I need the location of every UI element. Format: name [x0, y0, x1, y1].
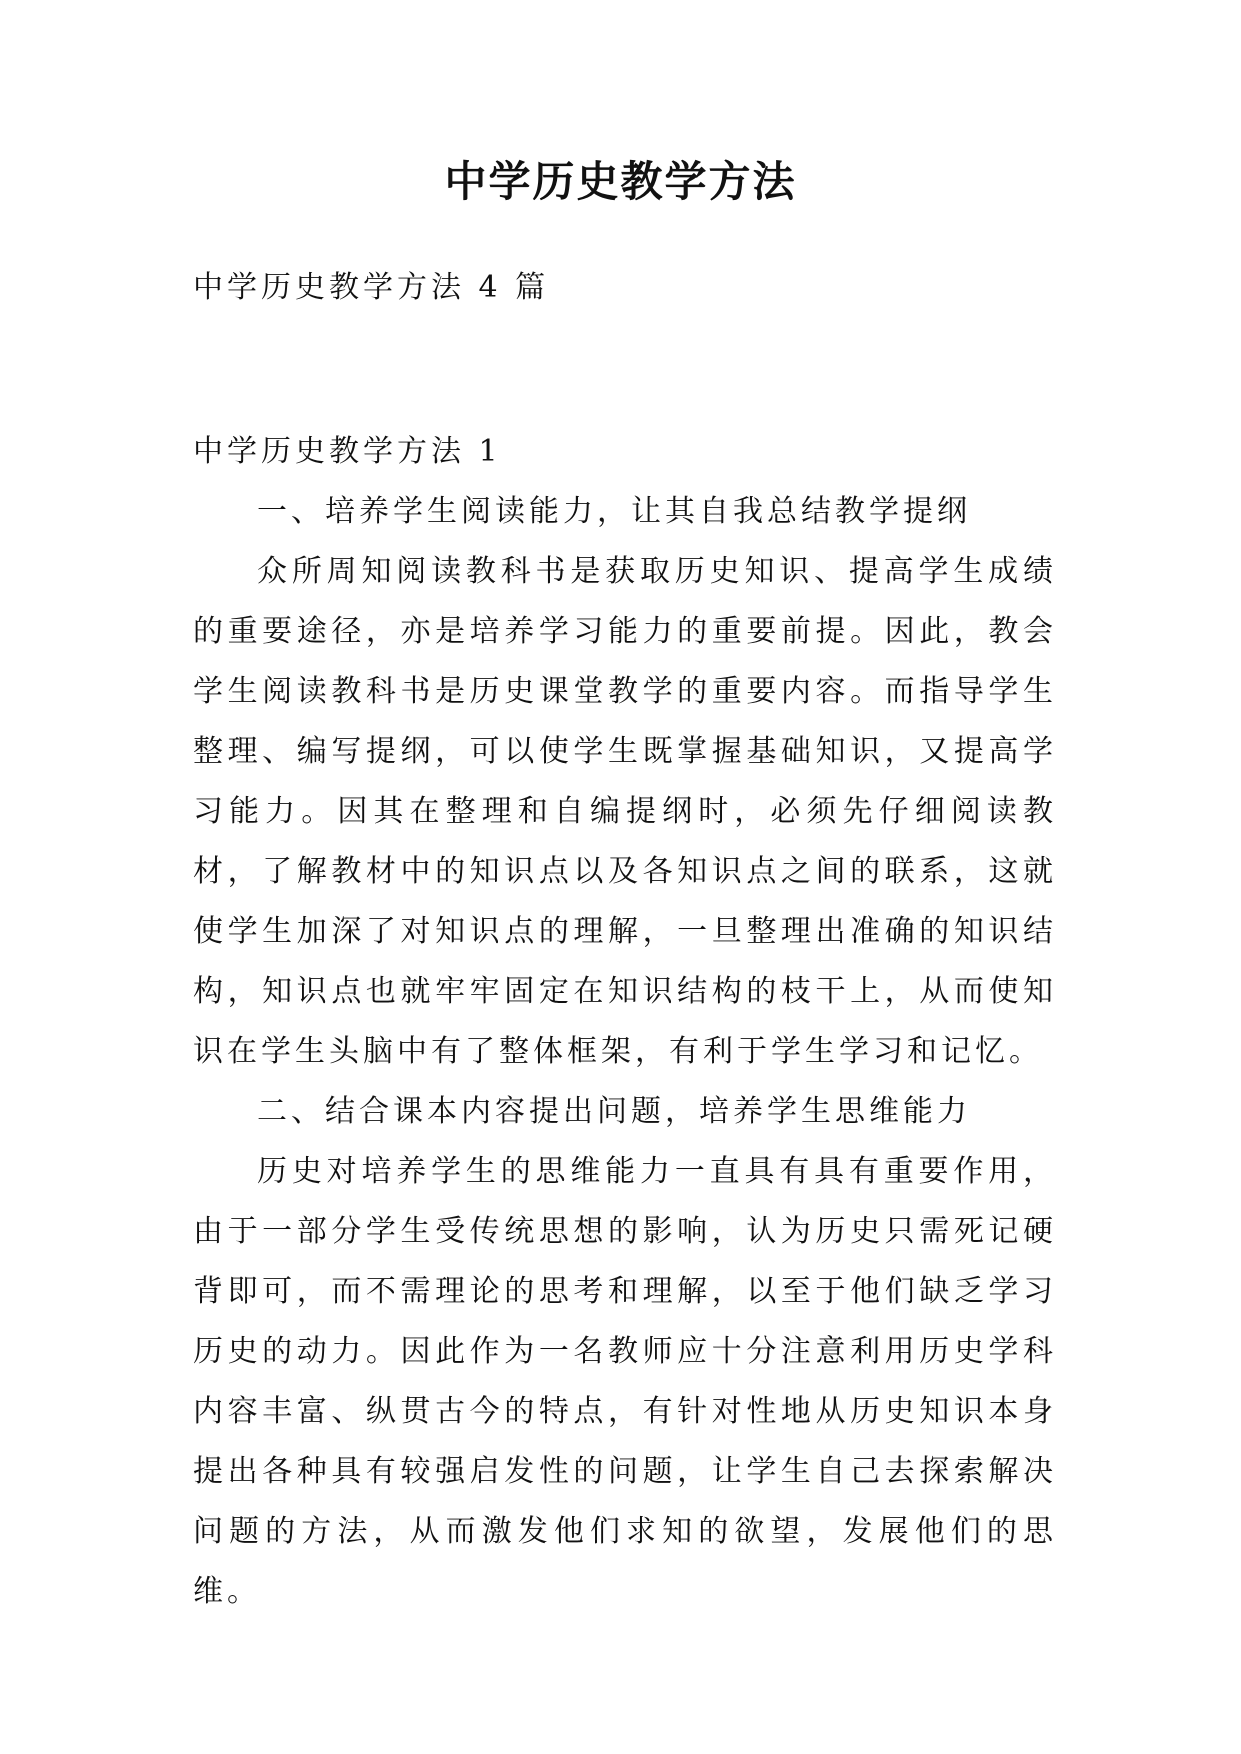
- section-heading-2: 二、结合课本内容提出问题，培养学生思维能力: [257, 1094, 971, 1129]
- body-paragraph-2: 历史对培养学生的思维能力一直具有具有重要作用，由于一部分学生受传统思想的影响，认为历史只需死记硬背即可，而不需理论的思考和理解，以至于他们缺乏学习历史的动力。因此作为一名教师应十分注意利用历史学科内容丰富、纵贯古今的特点，有针对性地从历史知识本身提出各种具有较强启发性的问题，让学生自己去探索解决问题的方法，从而激发他们求知的欲望，发展他们的思维。: [193, 1154, 1057, 1609]
- document-body: [193, 258, 1057, 1622]
- document-title: 中学历史教学方法: [444, 157, 797, 206]
- section-title: 中学历史教学方法 1: [193, 434, 502, 469]
- body-paragraph-1: 众所周知阅读教科书是获取历史知识、提高学生成绩的重要途径，亦是培养学习能力的重要前提。因此，教会学生阅读教科书是历史课堂教学的重要内容。而指导学生整理、编写提纲，可以使学生既掌握基础知识，又提高学习能力。因其在整理和自编提纲时，必须先仔细阅读教材，了解教材中的知识点以及各知识点之间的联系，这就使学生加深了对知识点的理解，一旦整理出准确的知识结构，知识点也就牢牢固定在知识结构的枝干上，从而使知识在学生头脑中有了整体框架，有利于学生学习和记忆。: [193, 554, 1057, 1069]
- document-subtitle: 中学历史教学方法 4 篇: [193, 270, 550, 305]
- section-heading-1: 一、培养学生阅读能力，让其自我总结教学提纲: [257, 494, 971, 529]
